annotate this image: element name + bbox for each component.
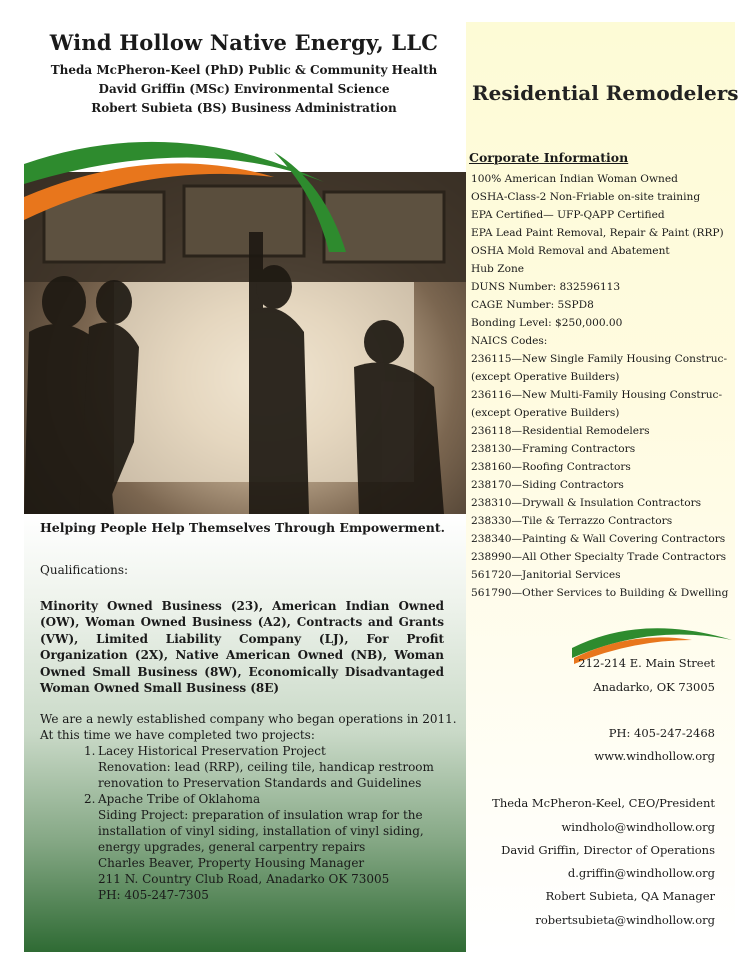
header: [24, 30, 464, 118]
projects-list: [84, 743, 444, 903]
swoosh-graphic: [24, 122, 354, 252]
corporate-item: EPA Certified— UFP-QAPP Certified: [471, 209, 665, 221]
corporate-item: Hub Zone: [471, 263, 525, 275]
project-detail: Siding Project: preparation of insulation wrap for the installation of vinyl siding, installation of vinyl siding, energy upgrades, general carpentry repairs: [98, 808, 424, 854]
qa-email[interactable]: robertsubieta@windhollow.org: [535, 913, 715, 927]
project-item: [84, 791, 444, 903]
ceo-email[interactable]: windholo@windhollow.org: [561, 820, 715, 834]
project-title: Apache Tribe of Oklahoma: [98, 792, 261, 806]
website-link[interactable]: www.windhollow.org: [594, 749, 715, 763]
naics-item: 238170—Siding Contractors: [471, 479, 624, 491]
naics-item: 238160—Roofing Contractors: [471, 461, 631, 473]
corporate-item: 100% American Indian Woman Owned: [471, 173, 678, 185]
intro-text: We are a newly established company who began operations in 2011. At this time we have completed two projects:: [40, 712, 457, 742]
company-name: Wind Hollow Native Energy, LLC: [49, 30, 439, 55]
project-address: 211 N. Country Club Road, Anadarko OK 73005: [98, 872, 390, 886]
address-line-2: Anadarko, OK 73005: [593, 680, 715, 694]
naics-item: 238340—Painting & Wall Covering Contractors: [471, 533, 726, 545]
project-number: 1.: [84, 744, 96, 758]
director-name: David Griffin, Director of Operations: [501, 843, 715, 857]
corporate-item: EPA Lead Paint Removal, Repair & Paint (RRP): [471, 227, 724, 239]
corporate-item: OSHA-Class-2 Non-Friable on-site training: [471, 191, 701, 203]
person-line: David Griffin (MSc) Environmental Science: [98, 82, 390, 96]
corporate-info-list: [471, 170, 741, 602]
naics-item: 236118—Residential Remodelers: [471, 425, 650, 437]
director-email[interactable]: d.griffin@windhollow.org: [567, 866, 715, 880]
qualifications-text: Minority Owned Business (23), American Indian Owned (OW), Woman Owned Business (A2), Contracts and Grants (VW), Limited Liability Company (LJ), For Profit Organization (2X), Native American Owned (NB), Woman Owned Small Business (8W), Economically Disadvantaged Woman Owned Small Business (8E): [40, 599, 444, 696]
ceo-name: Theda McPheron-Keel, CEO/President: [492, 796, 715, 810]
naics-item: 238130—Framing Contractors: [471, 443, 636, 455]
naics-item: 561790—Other Services to Building & Dwelling: [471, 587, 729, 599]
naics-item: 238990—All Other Specialty Trade Contractors: [471, 551, 727, 563]
project-phone: PH: 405-247-7305: [98, 888, 209, 902]
corporate-item: CAGE Number: 5SPD8: [471, 299, 594, 311]
residential-title: Residential Remodelers: [472, 81, 739, 105]
project-contact: Charles Beaver, Property Housing Manager: [98, 856, 365, 870]
corporate-item: Bonding Level: $250,000.00: [471, 317, 623, 329]
naics-item: (except Operative Builders): [471, 407, 620, 419]
person-line: Theda McPheron-Keel (PhD) Public & Community Health: [50, 63, 438, 77]
naics-item: 238330—Tile & Terrazzo Contractors: [471, 515, 673, 527]
corporate-item: NAICS Codes:: [471, 335, 548, 347]
naics-item: 236115—New Single Family Housing Construc-: [471, 353, 728, 365]
qa-name: Robert Subieta, QA Manager: [545, 889, 715, 903]
project-number: 2.: [84, 792, 96, 806]
naics-item: 238310—Drywall & Insulation Contractors: [471, 497, 702, 509]
address-line-1: 212-214 E. Main Street: [578, 656, 715, 670]
naics-item: 236116—New Multi-Family Housing Construc-: [471, 389, 723, 401]
naics-item: (except Operative Builders): [471, 371, 620, 383]
person-line: Robert Subieta (BS) Business Administration: [91, 101, 397, 115]
phone-number: PH: 405-247-2468: [608, 726, 715, 740]
project-item: [84, 743, 444, 791]
tagline: Helping People Help Themselves Through Empowerment.: [40, 520, 445, 535]
naics-item: 561720—Janitorial Services: [471, 569, 621, 581]
corporate-item: DUNS Number: 832596113: [471, 281, 621, 293]
project-detail: Renovation: lead (RRP), ceiling tile, handicap restroom renovation to Preservation Standards and Guidelines: [98, 760, 434, 790]
corporate-heading: Corporate Information: [469, 150, 629, 165]
qualifications-heading: Qualifications:: [40, 563, 129, 577]
corporate-item: OSHA Mold Removal and Abatement: [471, 245, 670, 257]
project-title: Lacey Historical Preservation Project: [98, 744, 326, 758]
